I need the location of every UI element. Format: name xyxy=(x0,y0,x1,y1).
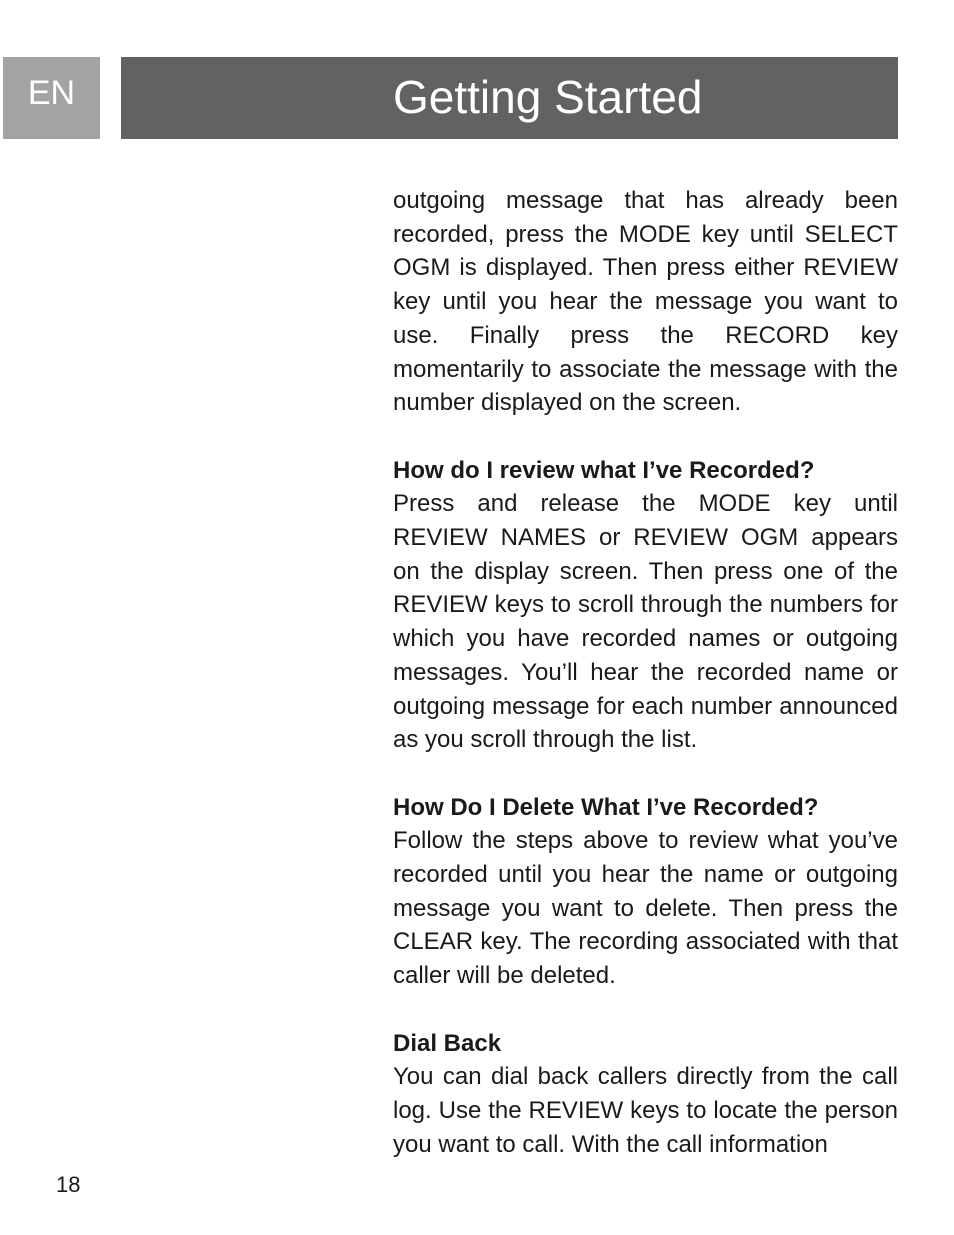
title-bar xyxy=(121,57,898,139)
heading-dial-back: Dial Back xyxy=(393,1029,502,1057)
language-tab: EN xyxy=(3,57,100,139)
paragraph-intro: outgoing message that has already been recorded, press the MODE key until SELECT OGM is displayed. Then press either REVIEW key until you hear the message you want to use. Finally press the RECORD key momentarily to associate the message with the number displayed on the screen. xyxy=(393,187,898,417)
heading-delete-recorded: How Do I Delete What I’ve Recorded? xyxy=(393,793,819,821)
page-title: Getting Started xyxy=(393,71,703,123)
paragraph-dial-back: You can dial back callers directly from the call log. Use the REVIEW keys to locate the person you want to call. With the call information xyxy=(393,1063,898,1158)
heading-review-recorded: How do I review what I’ve Recorded? xyxy=(393,456,815,484)
paragraph-delete-recorded: Follow the steps above to review what you’ve recorded until you hear the name or outgoing message you want to delete. Then press the CLEAR key. The recording associated with that caller will be deleted. xyxy=(393,827,898,990)
paragraph-review-recorded: Press and release the MODE key until REVIEW NAMES or REVIEW OGM appears on the display screen. Then press one of the REVIEW keys to scroll through the numbers for which you have recorded names or outgoing messages. You’ll hear the recorded name or outgoing message for each number announced as you scroll through the list. xyxy=(393,490,898,754)
main-content xyxy=(393,184,898,1161)
page-number: 18 xyxy=(56,1172,81,1197)
